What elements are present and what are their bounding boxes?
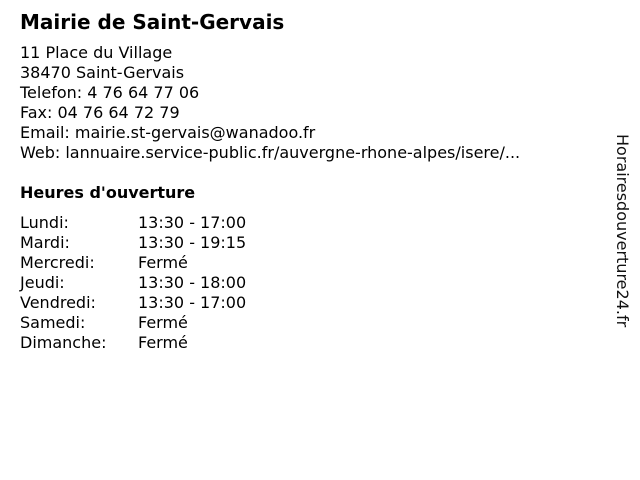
address-block — [20, 43, 520, 163]
hours-value: 13:30 - 17:00 — [138, 293, 247, 312]
day-label: Mercredi: — [20, 253, 95, 272]
phone-number: Telefon: 4 76 64 77 06 — [20, 83, 200, 102]
hours-value: Fermé — [138, 253, 188, 272]
hours-row-monday — [20, 213, 380, 233]
day-label: Mardi: — [20, 233, 70, 252]
hours-value: Fermé — [138, 313, 188, 332]
day-label: Samedi: — [20, 313, 86, 332]
fax-number: Fax: 04 76 64 72 79 — [20, 103, 180, 122]
hours-value: 13:30 - 18:00 — [138, 273, 247, 292]
day-label: Dimanche: — [20, 333, 107, 352]
website-url: Web: lannuaire.service-public.fr/auvergne-rhone-alpes/isere/... — [20, 143, 521, 162]
day-label: Jeudi: — [20, 273, 65, 292]
hours-row-wednesday — [20, 253, 380, 273]
hours-row-thursday — [20, 273, 380, 293]
hours-value: 13:30 - 17:00 — [138, 213, 247, 232]
email-address: Email: mairie.st-gervais@wanadoo.fr — [20, 123, 316, 142]
page-title: Mairie de Saint-Gervais — [20, 10, 285, 34]
city-address: 38470 Saint-Gervais — [20, 63, 185, 82]
hours-value: Fermé — [138, 333, 188, 352]
street-address: 11 Place du Village — [20, 43, 173, 62]
opening-hours-heading: Heures d'ouverture — [20, 183, 196, 202]
day-label: Vendredi: — [20, 293, 96, 312]
hours-row-saturday — [20, 313, 380, 333]
hours-value: 13:30 - 19:15 — [138, 233, 247, 252]
hours-row-sunday — [20, 333, 380, 353]
hours-row-friday — [20, 293, 380, 313]
opening-hours-list — [20, 213, 380, 353]
site-watermark: Horairesdouverture24.fr — [613, 134, 632, 328]
day-label: Lundi: — [20, 213, 69, 232]
hours-row-tuesday — [20, 233, 380, 253]
